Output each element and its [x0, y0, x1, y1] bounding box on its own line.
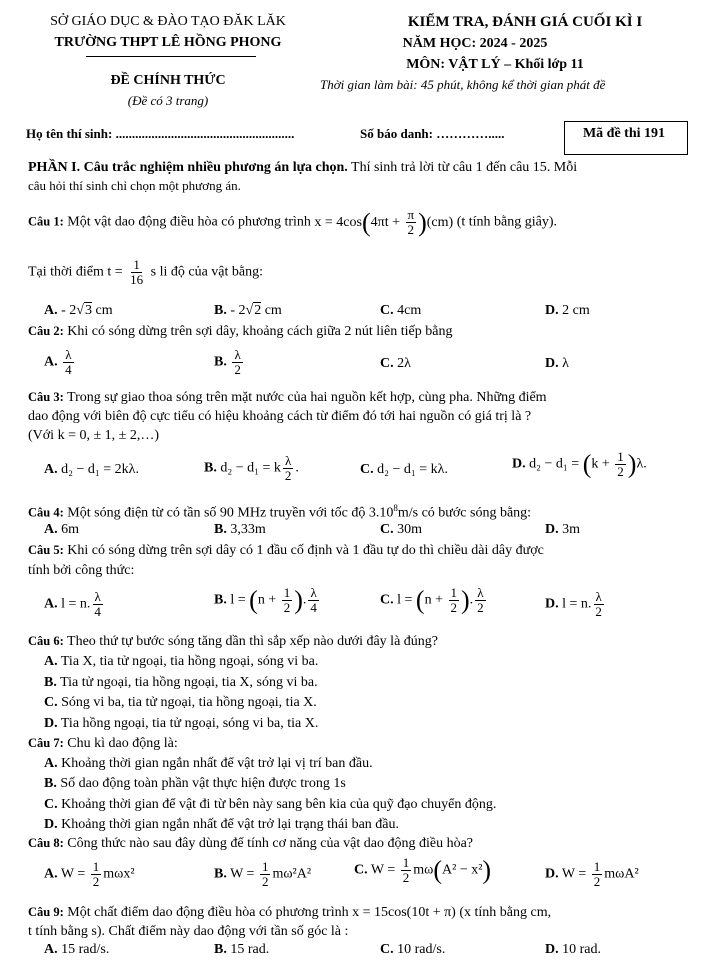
- q4-d-value: 3m: [558, 522, 581, 537]
- q1-c-value: 4cm: [393, 303, 422, 318]
- q6-c-value: Sóng vi ba, tia tử ngoại, tia hồng ngoại, tia X.: [57, 695, 317, 710]
- q1-stem: [28, 208, 557, 237]
- q3-d-k: k +: [591, 456, 614, 472]
- q5-b-paren-open: (: [249, 585, 258, 615]
- time-note: Thời gian làm bài: 45 phút, không kể thời gian phát đề: [320, 77, 606, 92]
- q5-c-paren-close: ): [461, 585, 470, 615]
- q4-option-b[interactable]: [214, 522, 266, 538]
- sqrt-icon: √: [76, 303, 84, 318]
- q9-option-d[interactable]: [545, 942, 601, 958]
- q5-b-n: n +: [257, 592, 280, 608]
- q5-c-den1: 2: [450, 600, 457, 615]
- q2-option-c[interactable]: [380, 356, 411, 372]
- q8-c-pre: W =: [367, 862, 399, 878]
- q8-number: Câu 8:: [28, 836, 64, 850]
- q4-tail: m/s có bước sóng bằng:: [397, 505, 532, 521]
- q3-d-num: 1: [617, 449, 624, 464]
- q5-c-frac2: [475, 586, 486, 615]
- student-id-field: Số báo danh: ………….....: [360, 126, 505, 141]
- q3-c-label: C.: [360, 462, 374, 477]
- q5-a-label: A.: [44, 596, 58, 612]
- q8-text: Công thức nào sau đây dùng để tính cơ năng của vật dao động điều hòa?: [63, 836, 474, 851]
- q9-d-value: 10 rad.: [558, 942, 602, 957]
- q2-a-num: λ: [65, 347, 72, 362]
- q2-option-b[interactable]: [214, 348, 245, 377]
- q7-number: Câu 7:: [28, 736, 64, 750]
- q1-eq-arg: 4πt +: [370, 214, 404, 230]
- q5-b-den1: 2: [283, 600, 291, 615]
- q8-d-frac: [592, 860, 603, 889]
- q5-b-den: 4: [310, 600, 317, 615]
- q2-a-frac: [63, 348, 74, 377]
- q5-b-paren-close: ): [294, 585, 303, 615]
- q4-option-c[interactable]: [380, 522, 422, 538]
- q8-a-label: A.: [44, 866, 58, 882]
- q2-text: Khi có sóng dừng trên sợi dây, khoảng cách giữa 2 nút liên tiếp bằng: [63, 324, 453, 339]
- q8-c-post: mω: [413, 862, 434, 878]
- q1-eq-x: x = 4cos: [314, 214, 362, 230]
- q6-d-label: D.: [44, 716, 58, 731]
- q4-c-value: 30m: [393, 522, 423, 537]
- q1-number: Câu 1:: [28, 214, 64, 229]
- q6-option-c[interactable]: [44, 695, 317, 711]
- q1-option-c[interactable]: [380, 303, 421, 319]
- q1-frac-den: 2: [407, 222, 415, 237]
- q2-c-label: C.: [380, 356, 394, 371]
- q3-d-value: d₂ − d₁ =: [525, 456, 583, 472]
- q8-a-frac: [91, 860, 102, 889]
- q5-b-value: l =: [226, 592, 250, 608]
- q3-stem: [28, 390, 547, 406]
- q5-c-den: 2: [477, 600, 484, 615]
- q9-c-value: 10 rad/s.: [393, 942, 446, 957]
- q8-c-frac: [401, 856, 412, 885]
- q1-a-unit: cm: [91, 303, 113, 318]
- q8-option-a[interactable]: [44, 860, 135, 889]
- q1-frac-num: π: [407, 207, 415, 222]
- q7-d-value: Khoảng thời gian ngắn nhất để vật trở lại trạng thái ban đầu.: [57, 817, 400, 832]
- q3-line3: (Với k = 0, ± 1, ± 2,…): [28, 428, 159, 443]
- q3-a-value: d₂ − d₁ = 2kλ.: [57, 462, 139, 477]
- q5-b-label: B.: [214, 592, 227, 608]
- q4-c-label: C.: [380, 522, 394, 537]
- q1-tail: (t tính bằng giây).: [453, 214, 557, 230]
- q8-c-paren-open: (: [433, 855, 443, 885]
- q8-b-frac: [260, 860, 271, 889]
- q7-a-label: A.: [44, 756, 58, 771]
- q5-b-dot: .: [302, 592, 307, 608]
- q9-c-label: C.: [380, 942, 394, 957]
- q8-a-num: 1: [92, 859, 100, 874]
- header-divider-left: [86, 56, 256, 57]
- q1-paren-close: ): [418, 207, 427, 237]
- q8-a-den: 2: [92, 874, 100, 889]
- school-name: TRƯỜNG THPT LÊ HỒNG PHONG: [54, 35, 282, 50]
- q4-b-label: B.: [214, 522, 227, 537]
- q9-stem: [28, 905, 551, 921]
- q3-b-end: .: [295, 460, 299, 476]
- q5-option-c[interactable]: [380, 586, 488, 615]
- q3-d-paren-open: (: [582, 449, 592, 479]
- q1-a-label: A.: [44, 303, 58, 318]
- q3-b-num: λ: [285, 453, 292, 468]
- q1-c-label: C.: [380, 303, 394, 318]
- q2-number: Câu 2:: [28, 324, 64, 338]
- q9-option-c[interactable]: [380, 942, 445, 958]
- q2-d-label: D.: [545, 356, 559, 371]
- q8-option-b[interactable]: [214, 860, 311, 889]
- q7-option-a[interactable]: [44, 756, 373, 772]
- q5-line1: Khi có sóng dừng trên sợi dây có 1 đầu cố định và 1 đầu tự do thì chiều dài dây được: [63, 543, 544, 558]
- q2-b-num: λ: [234, 347, 241, 362]
- q4-d-label: D.: [545, 522, 559, 537]
- q6-d-value: Tia hồng ngoại, tia tử ngoại, sóng vi ba, tia X.: [57, 716, 319, 731]
- part1-instr1: Thí sinh trả lời từ câu 1 đến câu 15. Mỗi: [347, 160, 578, 175]
- q5-c-value: l =: [393, 592, 416, 608]
- q5-c-frac1: [449, 586, 460, 615]
- q5-a-value: l = n.: [57, 596, 91, 612]
- q7-b-value: Số dao động toàn phần vật thực hiện được trong 1s: [56, 776, 346, 791]
- q2-option-d[interactable]: [545, 356, 569, 372]
- q5-a-frac: [92, 590, 103, 619]
- q9-option-a[interactable]: [44, 942, 109, 958]
- q3-b-frac: [283, 454, 294, 483]
- q8-stem: [28, 836, 473, 852]
- q6-b-label: B.: [44, 675, 57, 690]
- q1-a-value: - 2: [57, 303, 77, 318]
- q2-a-label: A.: [44, 354, 58, 370]
- q5-stem: [28, 543, 544, 559]
- q5-c-dot: .: [469, 592, 474, 608]
- q2-b-frac: [232, 348, 243, 377]
- q5-number: Câu 5:: [28, 543, 64, 557]
- q8-a-post: mωx²: [103, 866, 135, 882]
- q3-d-paren-close: ): [627, 449, 637, 479]
- q6-a-value: Tia X, tia tử ngoại, tia hồng ngoại, sóng vi ba.: [57, 654, 319, 669]
- q2-stem: [28, 324, 452, 340]
- q6-b-value: Tia tử ngoại, tia hồng ngoại, tia X, sóng vi ba.: [56, 675, 318, 690]
- q5-b-num: λ: [310, 585, 317, 600]
- q7-option-b[interactable]: [44, 776, 346, 792]
- q3-d-den: 2: [617, 464, 624, 479]
- q4-exponent: 8: [393, 503, 398, 513]
- q7-a-value: Khoảng thời gian ngắn nhất để vật trở lại vị trí ban đầu.: [57, 756, 373, 771]
- q9-b-label: B.: [214, 942, 227, 957]
- q1-b-unit: cm: [261, 303, 282, 318]
- q9-option-b[interactable]: [214, 942, 269, 958]
- q7-stem: [28, 736, 178, 752]
- q7-c-label: C.: [44, 797, 58, 812]
- q8-c-den: 2: [402, 870, 410, 885]
- q5-d-num: λ: [595, 589, 602, 604]
- q1-frac-time: [128, 258, 145, 287]
- q6-option-b[interactable]: [44, 675, 318, 691]
- dept-name: SỞ GIÁO DỤC & ĐÀO TẠO ĐĂK LĂK: [50, 14, 286, 29]
- q3-d-label: D.: [512, 456, 526, 472]
- q6-option-d[interactable]: [44, 716, 318, 732]
- q2-a-den: 4: [65, 362, 72, 377]
- q2-b-label: B.: [214, 354, 227, 370]
- q1-time-den: 16: [130, 272, 144, 287]
- q8-d-post: mωA²: [604, 866, 639, 882]
- subject: MÔN: VẬT LÝ – Khối lớp 11: [406, 57, 584, 72]
- q1-line2a: Tại thời điểm t =: [28, 264, 127, 280]
- q3-line2: dao động với biên độ cực tiểu có hiệu khoảng cách từ điểm đó tới hai nguồn có giá trị là ?: [28, 409, 532, 424]
- q1-frac-pi2: [406, 208, 417, 237]
- q9-a-value: 15 rad/s.: [57, 942, 110, 957]
- q4-text: Một sóng điện từ có tần số 90 MHz truyền với tốc độ 3.10: [63, 505, 394, 521]
- q2-option-a[interactable]: [44, 348, 76, 377]
- q5-d-value: l = n.: [558, 596, 592, 612]
- q3-b-label: B.: [204, 460, 217, 476]
- q5-c-paren-open: (: [415, 585, 425, 615]
- q7-option-c[interactable]: [44, 797, 496, 813]
- q3-line1: Trong sự giao thoa sóng trên mặt nước của hai nguồn kết hợp, cùng pha. Những điểm: [63, 390, 547, 405]
- q5-b-frac2: [308, 586, 319, 615]
- q1-paren-open: (: [361, 207, 371, 237]
- q5-d-den: 2: [595, 604, 602, 619]
- q2-b-den: 2: [234, 362, 241, 377]
- q8-b-post: mω²A²: [272, 866, 312, 882]
- exam-title: KIỂM TRA, ĐÁNH GIÁ CUỐI KÌ I: [407, 14, 643, 30]
- q6-option-a[interactable]: [44, 654, 318, 670]
- q5-b-num1: 1: [283, 585, 291, 600]
- q5-option-a[interactable]: [44, 590, 105, 619]
- student-name-field: Họ tên thí sinh: .......................................................: [26, 126, 295, 141]
- part1-instr2: câu hỏi thí sinh chỉ chọn một phương án.: [28, 178, 241, 193]
- q4-a-value: 6m: [57, 522, 80, 537]
- q7-d-label: D.: [44, 817, 58, 832]
- pages-note: (Đề có 3 trang): [127, 93, 209, 108]
- q1-b-label: B.: [214, 303, 227, 318]
- q8-c-label: C.: [354, 862, 368, 878]
- q7-text: Chu kì dao động là:: [63, 736, 178, 751]
- q1-option-d[interactable]: [545, 303, 590, 319]
- q7-b-label: B.: [44, 776, 57, 791]
- q9-line1: Một chất điểm dao động điều hòa có phương trình x = 15cos(10t + π) (x tính bằng cm,: [63, 905, 552, 920]
- q9-d-label: D.: [545, 942, 559, 957]
- q3-a-label: A.: [44, 462, 58, 477]
- q5-c-n: n +: [424, 592, 447, 608]
- q1-b-value: - 2: [226, 303, 246, 318]
- q5-d-label: D.: [545, 596, 559, 612]
- q3-d-end: λ.: [636, 456, 647, 472]
- q2-c-value: 2λ: [393, 356, 411, 371]
- q5-a-num: λ: [94, 589, 101, 604]
- q1-b-radicand: 2: [254, 303, 262, 318]
- q8-a-pre: W =: [57, 866, 89, 882]
- q3-b-den: 2: [284, 468, 292, 483]
- q5-c-num1: 1: [450, 585, 457, 600]
- q4-a-label: A.: [44, 522, 58, 537]
- q5-b-frac1: [282, 586, 293, 615]
- q3-number: Câu 3:: [28, 390, 64, 404]
- q6-c-label: C.: [44, 695, 58, 710]
- q1-d-value: 2 cm: [558, 303, 590, 318]
- part1-title: PHẦN I. Câu trắc nghiệm nhiều phương án lựa chọn.: [28, 160, 348, 175]
- q9-line2: t tính bằng s). Chất điểm này dao động với tần số góc là :: [28, 924, 349, 939]
- q8-c-par: A² − x²: [442, 862, 483, 878]
- q8-c-paren-close: ): [482, 855, 492, 885]
- q9-number: Câu 9:: [28, 905, 64, 919]
- q5-line2: tính bởi công thức:: [28, 563, 135, 578]
- q8-c-num: 1: [402, 855, 410, 870]
- q6-text: Theo thứ tự bước sóng tăng dần thì sắp xếp nào dưới đây là đúng?: [63, 634, 439, 649]
- q8-d-pre: W =: [558, 866, 590, 882]
- q6-a-label: A.: [44, 654, 58, 669]
- q8-option-c[interactable]: [354, 856, 491, 885]
- q9-b-value: 15 rad.: [226, 942, 270, 957]
- q8-d-label: D.: [545, 866, 559, 882]
- q8-b-label: B.: [214, 866, 227, 882]
- sqrt-icon: √: [245, 303, 254, 318]
- q1-unit: (cm): [426, 214, 454, 230]
- q4-b-value: 3,33m: [226, 522, 266, 537]
- q3-b-value: d₂ − d₁ = k: [216, 460, 281, 476]
- q8-b-den: 2: [261, 874, 269, 889]
- q1-line2b: s li độ của vật bằng:: [147, 264, 263, 280]
- q8-b-num: 1: [261, 859, 269, 874]
- q5-c-label: C.: [380, 592, 394, 608]
- q3-option-c[interactable]: [360, 462, 448, 478]
- exam-code: Mã đề thi 191: [582, 126, 666, 141]
- q6-stem: [28, 634, 438, 650]
- q5-c-num: λ: [477, 585, 484, 600]
- q3-d-frac: [615, 450, 626, 479]
- q1-d-label: D.: [545, 303, 559, 318]
- q7-c-value: Khoảng thời gian để vật đi từ bên này sang bên kia của quỹ đạo chuyển động.: [57, 797, 497, 812]
- q4-number: Câu 4:: [28, 505, 64, 520]
- q3-c-value: d₂ − d₁ = kλ.: [373, 462, 448, 477]
- q5-option-d[interactable]: [545, 590, 606, 619]
- q3-option-d[interactable]: [512, 450, 647, 479]
- q5-d-frac: [593, 590, 604, 619]
- q1-time-num: 1: [133, 257, 140, 272]
- q8-d-num: 1: [593, 859, 601, 874]
- q5-option-b[interactable]: [214, 586, 321, 615]
- q4-option-d[interactable]: [545, 522, 580, 538]
- q8-b-pre: W =: [226, 866, 258, 882]
- q2-d-value: λ: [558, 356, 569, 371]
- official-label: ĐỀ CHÍNH THỨC: [110, 73, 226, 88]
- q6-number: Câu 6:: [28, 634, 64, 648]
- q1-a-radicand: 3: [84, 303, 92, 318]
- q9-a-label: A.: [44, 942, 58, 957]
- q4-option-a[interactable]: [44, 522, 79, 538]
- q7-option-d[interactable]: [44, 817, 399, 833]
- q1-option-a[interactable]: [44, 303, 113, 319]
- q4-stem: [28, 503, 531, 522]
- q5-a-den: 4: [94, 604, 101, 619]
- q1-line2: [28, 258, 263, 287]
- q3-option-b[interactable]: [204, 454, 299, 483]
- q3-option-a[interactable]: [44, 462, 139, 478]
- part1-instruction: [28, 160, 577, 176]
- q1-equation: [314, 207, 454, 237]
- q1-text: Một vật dao động điều hòa có phương trình: [63, 214, 315, 230]
- school-year: NĂM HỌC: 2024 - 2025: [402, 36, 548, 51]
- q1-option-b[interactable]: [214, 303, 282, 319]
- q8-d-den: 2: [593, 874, 601, 889]
- q8-option-d[interactable]: [545, 860, 639, 889]
